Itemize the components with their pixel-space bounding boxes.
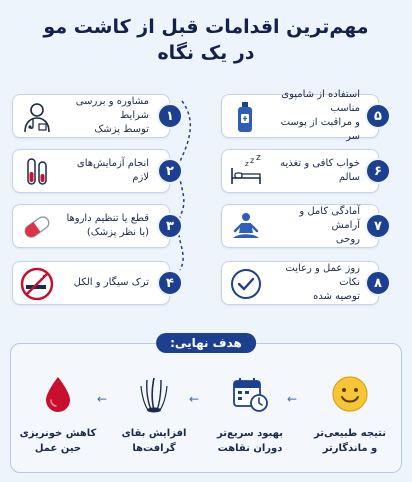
goal-panel bbox=[10, 336, 402, 473]
step-number: ۳ bbox=[157, 213, 183, 239]
step-text: انجام آزمایش‌های لازم bbox=[76, 158, 149, 183]
meditation-icon bbox=[228, 209, 264, 245]
calendar-clock-icon bbox=[230, 374, 270, 414]
outcome-faster-recovery bbox=[207, 374, 293, 456]
arrow-left-icon: ← bbox=[97, 392, 108, 406]
step-text: آمادگی کامل و آرامش روحی bbox=[299, 206, 360, 245]
doctor-icon bbox=[19, 99, 55, 135]
smile-icon bbox=[330, 374, 370, 414]
title-line-2: در یک نگاه bbox=[157, 42, 255, 64]
step-card-5 bbox=[221, 89, 382, 142]
arrow-left-icon: ← bbox=[287, 392, 298, 406]
test-tube-icon bbox=[19, 154, 55, 190]
sleep-bed-icon bbox=[228, 154, 264, 190]
step-number: ۶ bbox=[365, 158, 391, 184]
step-text: مشاوره و بررسی شرایط توسط پزشک bbox=[75, 96, 149, 135]
outcome-text: بهبود سریع‌تر دوران نقاهت bbox=[217, 428, 283, 454]
step-card-8 bbox=[221, 261, 382, 305]
svg-text:z: z bbox=[256, 154, 261, 163]
step-number: ۷ bbox=[365, 213, 391, 239]
step-text: ترک سیگار و الکل bbox=[73, 277, 149, 288]
no-smoking-icon bbox=[19, 266, 55, 302]
svg-text:z: z bbox=[245, 160, 249, 168]
step-card-3 bbox=[12, 204, 174, 248]
step-card-6 bbox=[221, 149, 382, 193]
step-text: قطع یا تنظیم داروها (با نظر پزشک) bbox=[66, 213, 149, 238]
outcome-text: افزایش بقای گرافت‌ها bbox=[121, 428, 187, 454]
step-number: ۲ bbox=[157, 158, 183, 184]
outcome-natural-result bbox=[307, 374, 393, 456]
title-line-1: مهم‌ترین اقدامات قبل از کاشت مو bbox=[43, 16, 369, 38]
step-number: ۸ bbox=[365, 270, 391, 296]
blood-drop-icon bbox=[38, 374, 78, 414]
step-number: ۵ bbox=[365, 103, 391, 129]
step-card-7 bbox=[221, 204, 382, 248]
step-text: روز عمل و رعایت نکات توصیه شده bbox=[285, 263, 360, 302]
step-text: استفاده از شامپوی مناسب و مراقبت از پوست سر bbox=[280, 89, 360, 142]
outcome-text: نتیجه طبیعی‌تر و ماندگارتر bbox=[314, 428, 386, 454]
shampoo-icon bbox=[228, 99, 264, 135]
step-card-1 bbox=[12, 94, 174, 138]
arrow-left-icon: ← bbox=[189, 392, 200, 406]
step-card-4 bbox=[12, 261, 174, 305]
step-card-2 bbox=[12, 149, 174, 193]
pill-icon bbox=[19, 209, 55, 245]
check-circle-icon bbox=[228, 266, 264, 302]
outcome-less-bleeding bbox=[15, 374, 101, 456]
svg-text:z: z bbox=[250, 156, 255, 165]
goal-label: هدف نهایی: bbox=[156, 333, 256, 353]
outcome-text: کاهش خونریزی حین عمل bbox=[19, 428, 97, 454]
step-number: ۱ bbox=[157, 103, 183, 129]
step-number: ۴ bbox=[157, 270, 183, 296]
step-text: خواب کافی و تغذیه سالم bbox=[280, 158, 360, 183]
hair-follicle-icon bbox=[134, 374, 174, 414]
outcome-graft-survival bbox=[111, 374, 200, 456]
